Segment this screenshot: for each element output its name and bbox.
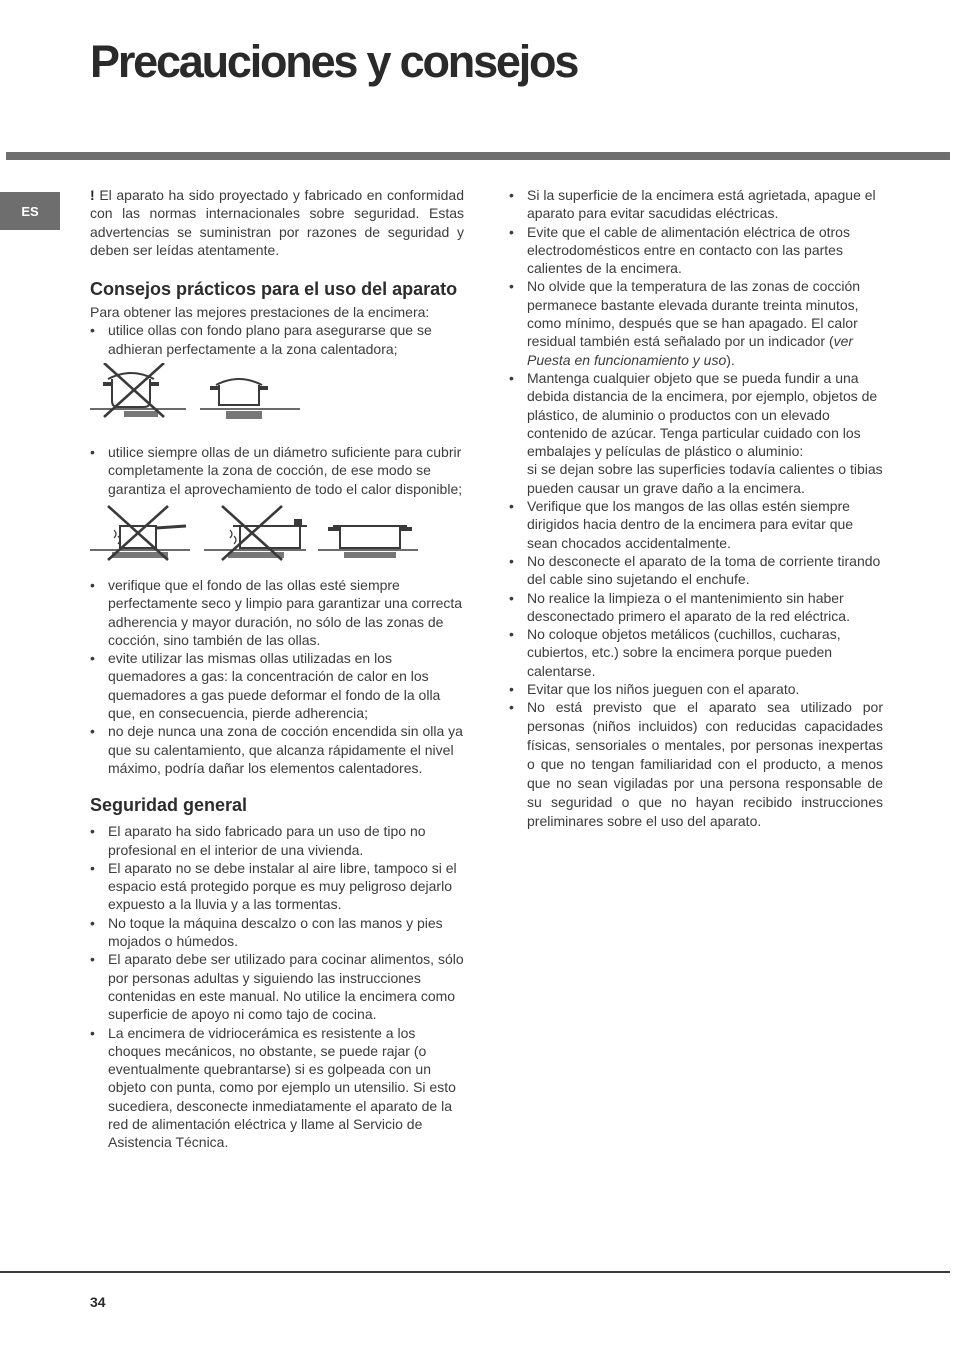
right-column — [509, 186, 883, 831]
list-item: • evite utilizar las mismas ollas utilizadas en los quemadores a gas: la concentración de calor en los quemadores a gas puede deformar el fondo de la olla que, en consecuencia, pierde adherencia; — [90, 649, 464, 722]
footer-rule — [0, 1271, 950, 1273]
small-pan-icon — [90, 506, 190, 560]
residual-heat-text: No olvide que la temperatura de las zonas de cocción permanece bastante elevada durante treinta minutos, como mínimo, después que se han apagado. El calor residual también está señalado por un indicador ( — [527, 278, 861, 350]
list-item: • No toque la máquina descalzo o con las manos y pies mojados o húmedos. — [90, 914, 464, 951]
consejos-list-2 — [90, 443, 464, 498]
pan-diameter-figure — [90, 504, 420, 574]
seguridad-list — [90, 822, 464, 1151]
list-item: • no deje nunca una zona de cocción encendida sin olla ya que su calentamiento, que alcanza rápidamente el nivel máximo, podría dañar los elementos calentadores. — [90, 722, 464, 777]
list-item: • Verifique que los mangos de las ollas estén siempre dirigidos hacia dentro de la encimera para evitar que sean chocados accidentalmente. — [509, 497, 883, 552]
list-item: • utilice ollas con fondo plano para asegurarse que se adhieran perfectamente a la zona calentadora; — [90, 321, 464, 358]
list-item: • No desconecte el aparato de la toma de corriente tirando del cable sino sujetando el enchufe. — [509, 552, 883, 589]
correct-pan-icon — [318, 526, 418, 558]
list-item: • utilice siempre ollas de un diámetro suficiente para cubrir completamente la zona de cocción, de ese modo se garantiza el aprovechamiento de todo el calor disponible; — [90, 443, 464, 498]
list-item-residual-heat — [509, 277, 883, 368]
left-column — [90, 186, 464, 1152]
intro-text: El aparato ha sido proyectado y fabricado en conformidad con las normas internacionales sobre seguridad. Estas advertencias se suministran por razones de seguridad y deben ser leídas atentamente. — [90, 187, 465, 258]
warning-mark: ! — [90, 187, 95, 203]
list-item — [509, 369, 883, 497]
list-item: • Evite que el cable de alimentación eléctrica de otros electrodomésticos entre en contacto con las partes calientes de la encimera. — [509, 223, 883, 278]
intro-paragraph — [90, 186, 464, 259]
melt-text: Mantenga cualquier objeto que se pueda fundir a una debida distancia de la encimera, por ejemplo, objetos de plástico, de aluminio o productos con un elevado contenido de azúcar. Tenga particular cuidado con los embalajes y películas de plástico o aluminio: — [527, 369, 878, 460]
section-heading-consejos: Consejos prácticos para el uso del aparato — [90, 279, 458, 300]
page-title: Precauciones y consejos — [90, 36, 578, 87]
list-item: • La encimera de vidriocerámica es resistente a los choques mecánicos, no obstante, se puede rajar (o eventualmente quebrantarse) si es golpeada con un objeto con punta, como por ejemplo un utensilio. Si esto sucediera, desconecte inmediatamente el aparato de la red de alimentación eléctrica y llame al Servicio de Asistencia Técnica. — [90, 1024, 464, 1152]
list-item: • El aparato debe ser utilizado para cocinar alimentos, sólo por personas adultas y siguiendo las instrucciones contenidas en este manual. No utilice la encimera como superficie de apoyo ni como tajo de cocina. — [90, 950, 464, 1023]
section-heading-seguridad: Seguridad general — [90, 795, 248, 816]
list-item: • No está previsto que el aparato sea utilizado por personas (niños incluidos) con reducidas capacidades físicas, sensoriales o mentales, por personas inexpertas o que no tengan familiaridad con el producto, a menos que no sean vigiladas por una persona responsable de su seguridad o que no hayan recibido instrucciones preliminares sobre el uso del aparato. — [509, 698, 883, 831]
consejos-list — [90, 321, 464, 358]
warped-pan-icon — [90, 363, 186, 417]
right-list — [509, 186, 883, 831]
melt-note: si se dejan sobre las superficies todavía calientes o tibias pueden causar un grave daño a la encimera. — [527, 461, 883, 496]
consejos-lead: Para obtener las mejores prestaciones de la encimera: — [90, 304, 430, 321]
flat-bottom-pan-figure — [90, 363, 302, 437]
language-tab: ES — [0, 192, 60, 230]
cross-reference: ver Puesta en funcionamiento y uso — [527, 333, 854, 368]
list-item: • El aparato no se debe instalar al aire libre, tampoco si el espacio está protegido porque es muy peligroso dejarlo expuesto a la lluvia y a las tormentas. — [90, 859, 464, 914]
list-item: • Evitar que los niños jueguen con el aparato. — [509, 680, 883, 698]
consejos-list-3 — [90, 576, 464, 777]
offset-pan-icon — [204, 506, 307, 560]
residual-heat-close: ). — [726, 351, 735, 368]
list-item: • El aparato ha sido fabricado para un uso de tipo no profesional en el interior de una vivienda. — [90, 822, 464, 859]
flat-pan-icon — [200, 379, 300, 419]
list-item: • No coloque objetos metálicos (cuchillos, cucharas, cubiertos, etc.) sobre la encimera porque pueden calentarse. — [509, 625, 883, 680]
list-item: • Si la superficie de la encimera está agrietada, apague el aparato para evitar sacudidas eléctricas. — [509, 186, 883, 223]
list-item: • verifique que el fondo de las ollas esté siempre perfectamente seco y limpio para garantizar una correcta adherencia y mayor duración, no sólo de las zonas de cocción, sino también de las ollas. — [90, 576, 464, 649]
page-number: 34 — [90, 1294, 106, 1310]
list-item: • No realice la limpieza o el mantenimiento sin haber desconectado primero el aparato de la red eléctrica. — [509, 589, 883, 626]
header-rule — [6, 152, 950, 160]
